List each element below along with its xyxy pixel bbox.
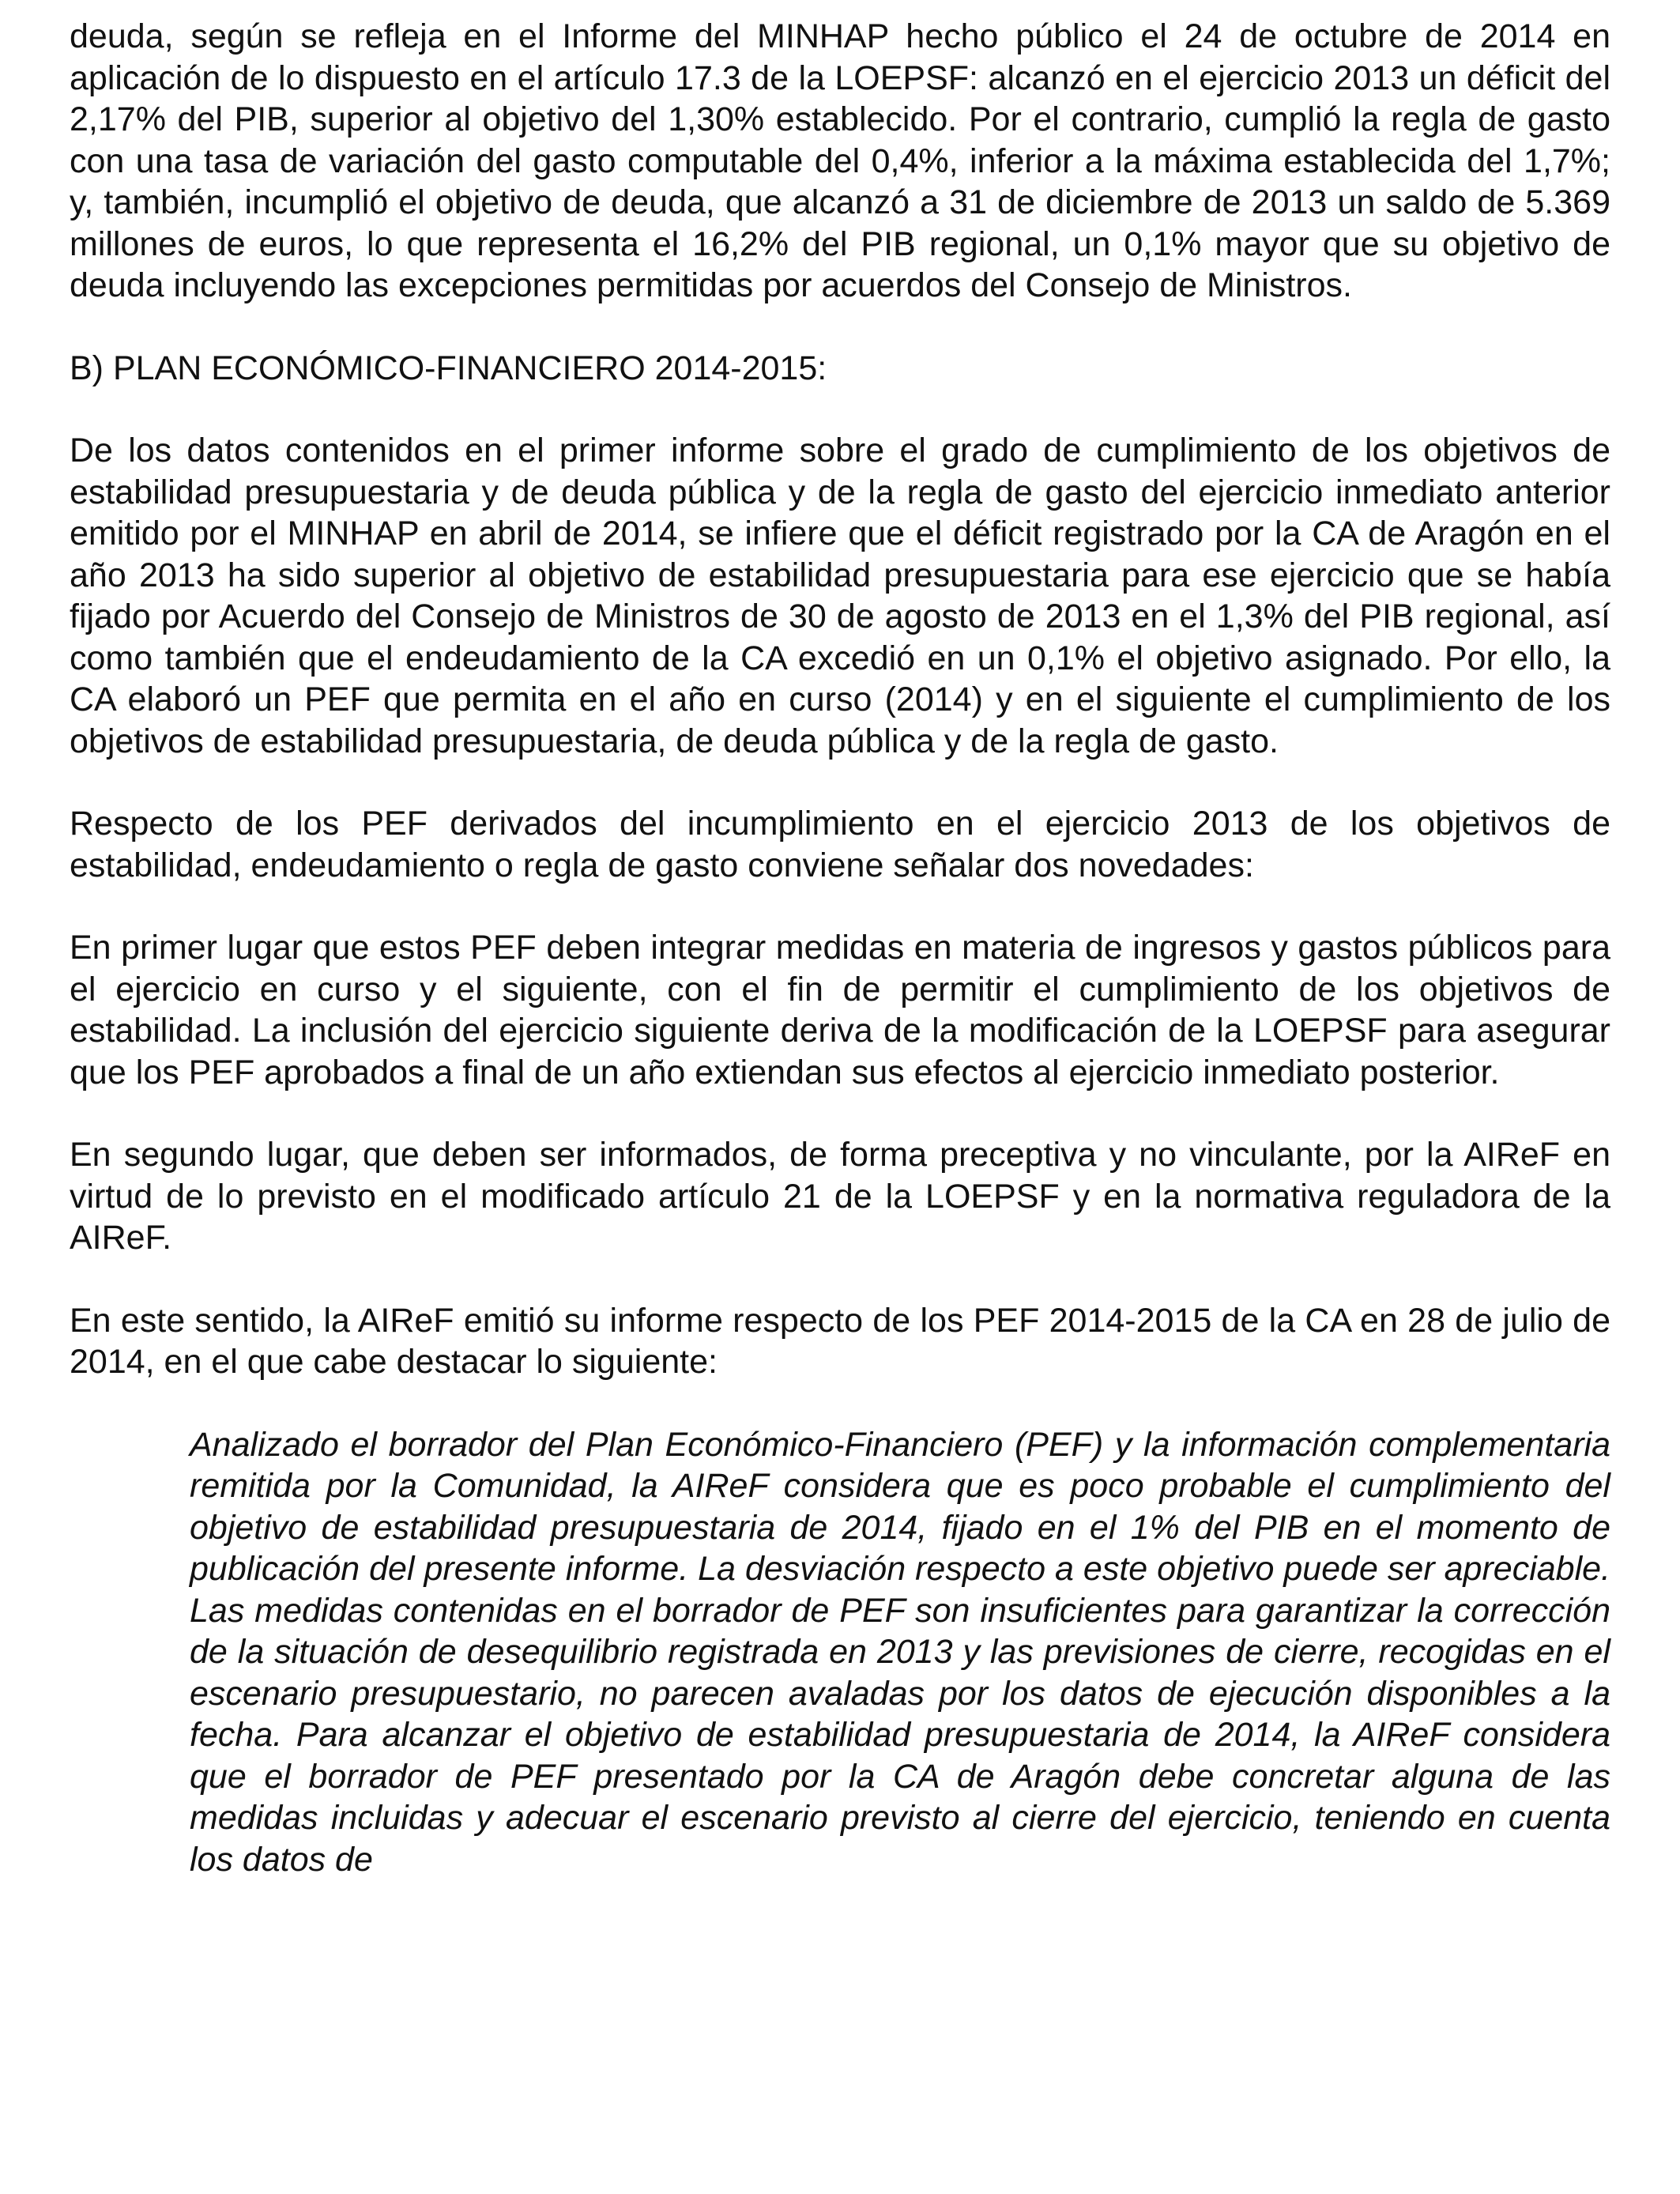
paragraph-pef-novelties: Respecto de los PEF derivados del incumplimiento en el ejercicio 2013 de los objetivos de estabilidad, endeudamiento o regla de gasto conviene señalar dos novedades: [70,805,1610,884]
paragraph-pef-origin: De los datos contenidos en el primer informe sobre el grado de cumplimiento de los objetivos de estabilidad presupuestaria y de deuda pública y de la regla de gasto del ejercicio inmediato anterior emitido por el MINHAP en abril de 2014, se infiere que el déficit registrado por la CA de Aragón en el año 2013 ha sido superior al objetivo de estabilidad presupuestaria para ese ejercicio que se había fijado por Acuerdo del Consejo de Ministros de 30 de agosto de 2013 en el 1,3% del PIB regional, así como también que el endeudamiento de la CA excedió en un 0,1% el objetivo asignado. Por ello, la CA elaboró un PEF que permita en el año en curso (2014) y en el siguiente el cumplimiento de los objetivos de estabilidad presupuestaria, de deuda pública y de la regla de gasto. [70,432,1610,760]
document-page [70,16,1610,1880]
paragraph-debt-compliance: deuda, según se refleja en el Informe del MINHAP hecho público el 24 de octubre de 2014 en aplicación de lo dispuesto en el artículo 17.3 de la LOEPSF: alcanzó en el ejercicio 2013 un déficit del 2,17% del PIB, superior al objetivo del 1,30% establecido. Por el contrario, cumplió la regla de gasto con una tasa de variación del gasto computable del 0,4%, inferior a la máxima establecida del 1,7%; y, también, incumplió el objetivo de deuda, que alcanzó a 31 de diciembre de 2013 un saldo de 5.369 millones de euros, lo que representa el 16,2% del PIB regional, un 0,1% mayor que su objetivo de deuda incluyendo las excepciones permitidas por acuerdos del Consejo de Ministros. [70,17,1610,304]
paragraph-second-novelty: En segundo lugar, que deben ser informados, de forma preceptiva y no vinculante, por la AIReF en virtud de lo previsto en el modificado artículo 21 de la LOEPSF y en la normativa reguladora de la AIReF. [70,1136,1610,1257]
section-heading-pef: B) PLAN ECONÓMICO-FINANCIERO 2014-2015: [70,349,827,387]
paragraph-first-novelty: En primer lugar que estos PEF deben integrar medidas en materia de ingresos y gastos públicos para el ejercicio en curso y el siguiente, con el fin de permitir el cumplimiento de los objetivos de estabilidad. La inclusión del ejercicio siguiente deriva de la modificación de la LOEPSF para asegurar que los PEF aprobados a final de un año extiendan sus efectos al ejercicio inmediato posterior. [70,929,1610,1091]
airef-quote: Analizado el borrador del Plan Económico-Financiero (PEF) y la información complementaria remitida por la Comunidad, la AIReF considera que es poco probable el cumplimiento del objetivo de estabilidad presupuestaria de 2014, fijado en el 1% del PIB en el momento de publicación del presente informe. La desviación respecto a este objetivo puede ser apreciable. Las medidas contenidas en el borrador de PEF son insuficientes para garantizar la corrección de la situación de desequilibrio registrada en 2013 y las previsiones de cierre, recogidas en el escenario presupuestario, no parecen avaladas por los datos de ejecución disponibles a la fecha. Para alcanzar el objetivo de estabilidad presupuestaria de 2014, la AIReF considera que el borrador de PEF presentado por la CA de Aragón debe concretar alguna de las medidas incluidas y adecuar el escenario previsto al cierre del ejercicio, teniendo en cuenta los datos de [190,1425,1610,1879]
paragraph-airef-report: En este sentido, la AIReF emitió su informe respecto de los PEF 2014-2015 de la CA en 28 de julio de 2014, en el que cabe destacar lo siguiente: [70,1301,1610,1381]
